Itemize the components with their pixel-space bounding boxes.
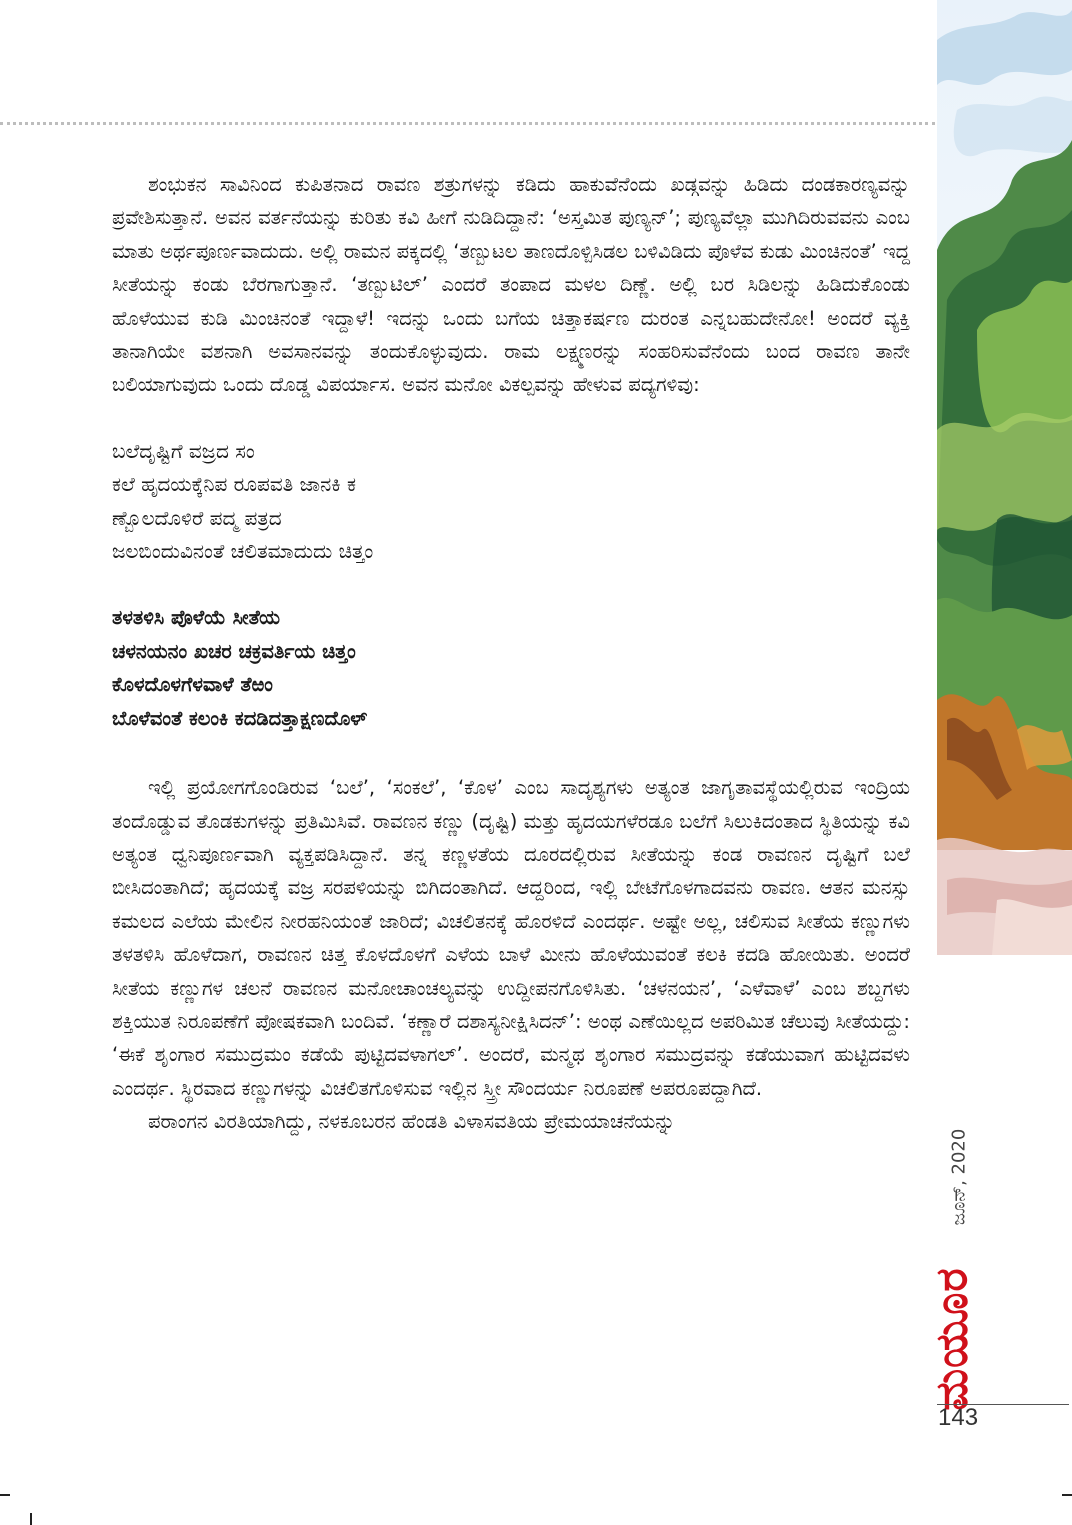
poem-line: ಜಲಬಿಂದುವಿನಂತೆ ಚಲಿತಮಾದುದು ಚಿತ್ತಂ	[112, 539, 374, 564]
poem-line: ಕಲೆ ಹೃದಯಕ್ಕೆನಿಪ ರೂಪವತಿ ಜಾನಕಿ ಕ	[112, 472, 356, 497]
page-number: 143	[938, 1404, 979, 1431]
crop-mark-right-bottom	[1062, 1494, 1072, 1496]
poem-stanza-1	[112, 435, 910, 569]
stanza-gap	[112, 735, 910, 771]
stanza-gap	[112, 402, 910, 435]
article-body	[112, 168, 910, 1139]
issue-month-label: ಜೂನ್, 2020	[948, 1128, 970, 1226]
poem-stanza-2	[112, 601, 910, 735]
magazine-logo	[922, 1267, 982, 1411]
watercolor-illustration	[937, 0, 1072, 955]
poem-line: ತಳತಳಿಸಿ ಪೊಳೆಯೆ ಸೀತೆಯ	[112, 606, 280, 630]
header-dotted-rule	[0, 122, 935, 125]
paragraph-3: ಪರಾಂಗನ ವಿರತಿಯಾಗಿದ್ದು, ನಳಕೂಬರನ ಹೆಂಡತಿ ವಿಳಾಸವತಿಯ ಪ್ರೇಮಯಾಚನೆಯನ್ನು	[148, 1110, 675, 1134]
poem-line: ಬೊಳೆವಂತೆ ಕಲಂಕಿ ಕದಡಿದತ್ತಾಕ್ಷಣದೊಳ್	[112, 706, 368, 730]
poem-line: ಬಲೆದೃಷ್ಟಿಗೆ ವಜ್ರದ ಸಂ	[112, 438, 255, 463]
paragraph-1: ಶಂಭುಕನ ಸಾವಿನಿಂದ ಕುಪಿತನಾದ ರಾವಣ ಶತ್ರುಗಳನ್ನು ಕಡಿದು ಹಾಕುವೆನೆಂದು ಖಡ್ಗವನ್ನು ಹಿಡಿದು ದಂಡಕಾರಣ್ಯವನ್ನು ಪ್ರವೇಶಿಸುತ್ತಾನೆ. ಅವನ ವರ್ತನೆಯನ್ನು ಕುರಿತು ಕವಿ ಹೀಗೆ ನುಡಿದಿದ್ದಾನೆ: ‘ಅಸ್ತಮಿತ ಪುಣ್ಯನ್’; ಪುಣ್ಯವೆಲ್ಲಾ ಮುಗಿದಿರುವವನು ಎಂಬ ಮಾತು ಅರ್ಥಪೂರ್ಣವಾದುದು. ಅಲ್ಲಿ ರಾಮನ ಪಕ್ಕದಲ್ಲಿ ‘ತಣ್ಬುಟಲ ತಾಣದೊಳ್ಪಿಸಿಡಲ ಬಳಿವಿಡಿದು ಪೊಳೆವ ಕುಡು ಮಿಂಚಿನಂತೆ’ ಇದ್ದ ಸೀತೆಯನ್ನು ಕಂಡು ಬೆರಗಾಗುತ್ತಾನೆ. ‘ತಣ್ಬುಟಿಲ್’ ಎಂದರೆ ತಂಪಾದ ಮಳಲ ದಿಣ್ಣೆ. ಅಲ್ಲಿ ಬರ ಸಿಡಿಲನ್ನು ಹಿಡಿದುಕೊಂಡು ಹೊಳೆಯುವ ಕುಡಿ ಮಿಂಚಿನಂತೆ ಇದ್ದಾಳೆ! ಇದನ್ನು ಒಂದು ಬಗೆಯ ಚಿತ್ತಾಕರ್ಷಣ ದುರಂತ ಎನ್ನಬಹುದೇನೋ! ಅಂದರೆ ವ್ಯಕ್ತಿ ತಾನಾಗಿಯೇ ವಶನಾಗಿ ಅವಸಾನವನ್ನು ತಂದುಕೊಳ್ಳುವುದು. ರಾಮ ಲಕ್ಷ್ಮಣರನ್ನು ಸಂಹರಿಸುವೆನೆಂದು ಬಂದ ರಾವಣ ತಾನೇ ಬಲಿಯಾಗುವುದು ಒಂದು ದೊಡ್ಡ ವಿಪರ್ಯಾಸ. ಅವನ ಮನೋ ವಿಕಲ್ಪವನ್ನು ಹೇಳುವ ಪದ್ಯಗಳಿವು:	[112, 173, 911, 397]
crop-mark-bottom-center	[30, 1513, 32, 1525]
stanza-gap	[112, 568, 910, 601]
poem-line: ಣ್ಬೊಲದೊಳಿರೆ ಪದ್ಮ ಪತ್ರದ	[112, 505, 282, 530]
poem-line: ಚಳನಯನಂ ಖಚರ ಚಕ್ರವರ್ತಿಯ ಚಿತ್ತಂ	[112, 639, 356, 663]
issue-month	[945, 1102, 973, 1252]
magazine-logo-text: ಮಯೂರ	[926, 1267, 978, 1411]
paragraph-2: ಇಲ್ಲಿ ಪ್ರಯೋಗಗೊಂಡಿರುವ ‘ಬಲೆ’, ‘ಸಂಕಲೆ’, ‘ಕೊಳ’ ಎಂಬ ಸಾದೃಶ್ಯಗಳು ಅತ್ಯಂತ ಜಾಗೃತಾವಸ್ಥೆಯಲ್ಲಿರುವ ಇಂದ್ರಿಯ ತಂದೊಡ್ಡುವ ತೊಡಕುಗಳನ್ನು ಪ್ರತಿಮಿಸಿವೆ. ರಾವಣನ ಕಣ್ಣು (ದೃಷ್ಟಿ) ಮತ್ತು ಹೃದಯಗಳೆರಡೂ ಬಲೆಗೆ ಸಿಲುಕಿದಂತಾದ ಸ್ಥಿತಿಯನ್ನು ಕವಿ ಅತ್ಯಂತ ಧ್ವನಿಪೂರ್ಣವಾಗಿ ವ್ಯಕ್ತಪಡಿಸಿದ್ದಾನೆ. ತನ್ನ ಕಣ್ಣಳತೆಯ ದೂರದಲ್ಲಿರುವ ಸೀತೆಯನ್ನು ಕಂಡ ರಾವಣನ ದೃಷ್ಟಿಗೆ ಬಲೆ ಬೀಸಿದಂತಾಗಿದೆ; ಹೃದಯಕ್ಕೆ ವಜ್ರ ಸರಪಳಿಯನ್ನು ಬಿಗಿದಂತಾಗಿದೆ. ಆದ್ದರಿಂದ, ಇಲ್ಲಿ ಬೇಟೆಗೊಳಗಾದವನು ರಾವಣ. ಆತನ ಮನಸ್ಸು ಕಮಲದ ಎಲೆಯ ಮೇಲಿನ ನೀರಹನಿಯಂತೆ ಜಾರಿದೆ; ವಿಚಲಿತನಕ್ಕೆ ಹೊರಳಿದೆ ಎಂದರ್ಥ. ಅಷ್ಟೇ ಅಲ್ಲ, ಚಲಿಸುವ ಸೀತೆಯ ಕಣ್ಣುಗಳು ತಳತಳಿಸಿ ಹೊಳೆದಾಗ, ರಾವಣನ ಚಿತ್ತ ಕೊಳದೊಳಗೆ ಎಳೆಯ ಬಾಳೆ ಮೀನು ಹೊಳೆಯುವಂತೆ ಕಲಕಿ ಕದಡಿ ಹೋಯಿತು. ಅಂದರೆ ಸೀತೆಯ ಕಣ್ಣುಗಳ ಚಲನೆ ರಾವಣನ ಮನೋಚಾಂಚಲ್ಯವನ್ನು ಉದ್ದೀಪನಗೊಳಿಸಿತು. ‘ಚಳನಯನ’, ‘ಎಳೆವಾಳೆ’ ಎಂಬ ಶಬ್ದಗಳು ಶಕ್ತಿಯುತ ನಿರೂಪಣೆಗೆ ಪೋಷಕವಾಗಿ ಬಂದಿವೆ. ‘ಕಣ್ಣಾರೆ ದಶಾಸ್ಯನೀಕ್ಷಿಸಿದನ್’: ಅಂಥ ಎಣೆಯಿಲ್ಲದ ಅಪರಿಮಿತ ಚೆಲುವು ಸೀತೆಯದ್ದು: ‘ಈಕೆ ಶೃಂಗಾರ ಸಮುದ್ರಮಂ ಕಡೆಯೆ ಪುಟ್ಟಿದವಳಾಗಲ್’. ಅಂದರೆ, ಮನ್ಮಥ ಶೃಂಗಾರ ಸಮುದ್ರವನ್ನು ಕಡೆಯುವಾಗ ಹುಟ್ಟಿದವಳು ಎಂದರ್ಥ. ಸ್ಥಿರವಾದ ಕಣ್ಣುಗಳನ್ನು ವಿಚಲಿತಗೊಳಿಸುವ ಇಲ್ಲಿನ ಸ್ತ್ರೀ ಸೌಂದರ್ಯ ನಿರೂಪಣೆ ಅಪರೂಪದ್ದಾಗಿದೆ.	[112, 776, 910, 1100]
crop-mark-bottom-left	[0, 1494, 10, 1496]
poem-line: ಕೊಳದೊಳಗೆಳವಾಳೆ ತೆಱಂ	[112, 673, 273, 697]
